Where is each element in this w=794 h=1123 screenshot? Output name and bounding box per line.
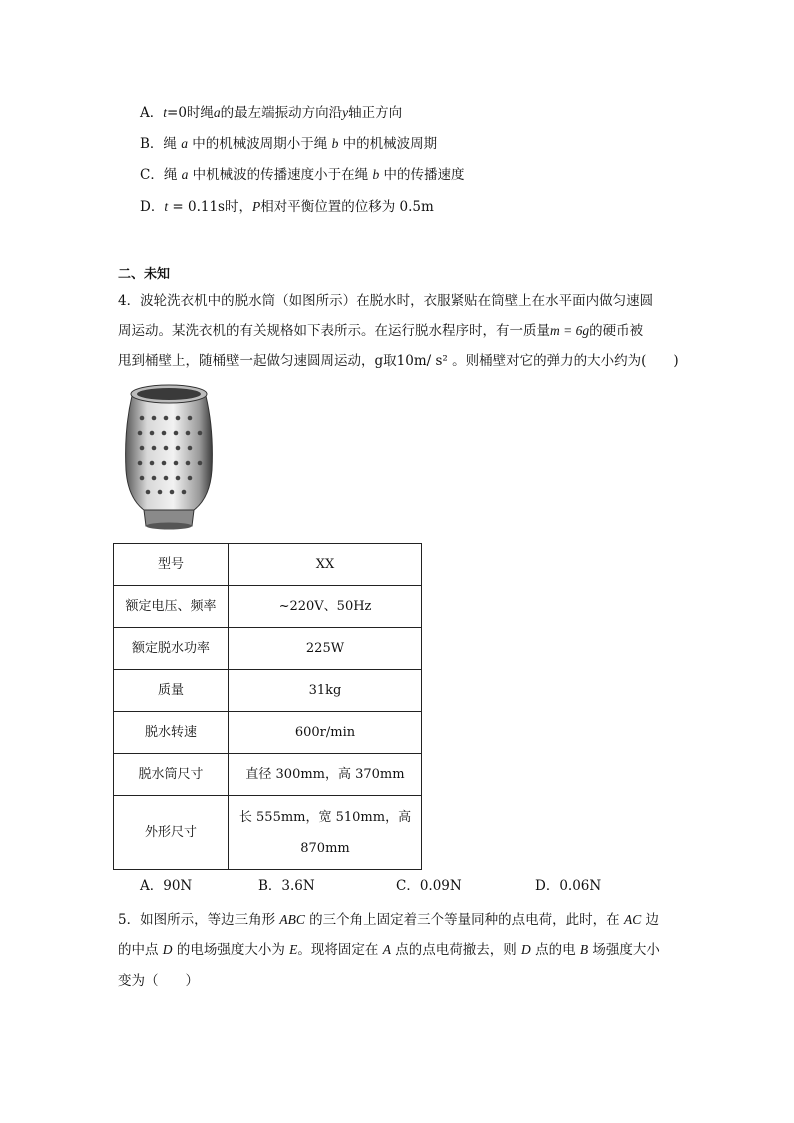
q3-option-b: B．绳 a 中的机械波周期小于绳 b 中的机械波周期 bbox=[140, 136, 438, 152]
q3-option-c: C．绳 a 中机械波的传播速度小于在绳 b 中的传播速度 bbox=[140, 167, 465, 183]
q5-line-2: 的中点 D 的电场强度大小为 E。现将固定在 A 点的点电荷撤去，则 D 点的电 B 场强度大小 bbox=[118, 942, 660, 958]
q3-option-a: A．t=0时绳a的最左端振动方向沿y轴正方向 bbox=[140, 105, 403, 121]
table-row bbox=[114, 670, 422, 712]
table-key: 脱水转速 bbox=[114, 712, 229, 754]
table-value: ~220V、50Hz bbox=[229, 586, 422, 628]
answer-d: D．0.06N bbox=[535, 878, 602, 894]
table-key: 额定电压、频率 bbox=[114, 586, 229, 628]
spec-table bbox=[113, 543, 422, 870]
table-row bbox=[114, 628, 422, 670]
table-value: 直径 300mm，高 370mm bbox=[229, 754, 422, 796]
table-key: 质量 bbox=[114, 670, 229, 712]
q4-line-2: 周运动。某洗衣机的有关规格如下表所示。在运行脱水程序时，有一质量m = 6g的硬币被 bbox=[118, 323, 644, 339]
q5-line-3: 变为（ ） bbox=[118, 973, 199, 989]
table-row bbox=[114, 544, 422, 586]
table-key: 脱水筒尺寸 bbox=[114, 754, 229, 796]
table-row bbox=[114, 754, 422, 796]
table-value: 225W bbox=[229, 628, 422, 670]
q3-option-d: D．t = 0.11s时，P相对平衡位置的位移为 0.5m bbox=[140, 199, 434, 215]
table-key: 外形尺寸 bbox=[114, 796, 229, 870]
table-key: 型号 bbox=[114, 544, 229, 586]
answer-c: C．0.09N bbox=[396, 878, 462, 894]
table-row bbox=[114, 586, 422, 628]
table-value: 600r/min bbox=[229, 712, 422, 754]
table-value: 长 555mm，宽 510mm，高 870mm bbox=[229, 796, 422, 870]
table-row bbox=[114, 796, 422, 870]
q4-line-1: 4．波轮洗衣机中的脱水筒（如图所示）在脱水时，衣服紧贴在筒壁上在水平面内做匀速圆 bbox=[118, 293, 654, 309]
table-value: XX bbox=[229, 544, 422, 586]
table-value: 31kg bbox=[229, 670, 422, 712]
section-title: 二、未知 bbox=[118, 267, 171, 282]
spin-drum-illustration bbox=[118, 380, 220, 530]
table-key: 额定脱水功率 bbox=[114, 628, 229, 670]
answer-b: B．3.6N bbox=[258, 878, 315, 894]
table-row bbox=[114, 712, 422, 754]
q5-line-1: 5．如图所示，等边三角形 ABC 的三个角上固定着三个等量同种的点电荷，此时，在 AC 边 bbox=[118, 912, 660, 928]
q4-line-3: 甩到桶壁上，随桶壁一起做匀速圆周运动，g取10m/ s² 。则桶壁对它的弹力的大小约为( ) bbox=[118, 353, 679, 369]
answer-a: A．90N bbox=[140, 878, 193, 894]
